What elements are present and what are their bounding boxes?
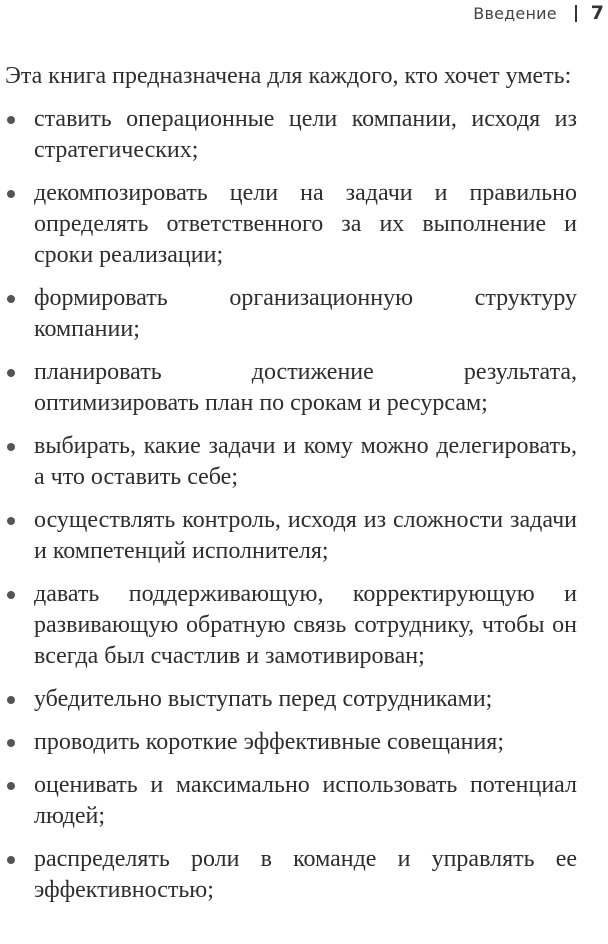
bullet-icon <box>7 190 15 198</box>
bullet-icon <box>7 517 15 525</box>
list-item-text: давать поддерживающую, корректирующую и развивающую обратную связь сотруднику, чтобы он всегда был счастлив и замотивирован; <box>34 581 577 669</box>
skills-list <box>5 104 577 906</box>
bullet-icon <box>7 739 15 747</box>
bullet-icon <box>7 782 15 790</box>
bullet-icon <box>7 856 15 864</box>
list-item-text: планировать достижение результата, оптимизировать план по срокам и ресурсам; <box>34 359 577 416</box>
bullet-icon <box>7 443 15 451</box>
list-item <box>5 727 577 758</box>
list-item <box>5 844 577 906</box>
list-item-text: формировать организационную структуру компании; <box>34 285 577 342</box>
list-item-text: оценивать и максимально использовать потенциал людей; <box>34 772 577 829</box>
list-item <box>5 283 577 345</box>
bullet-icon <box>7 295 15 303</box>
list-item-text: проводить короткие эффективные совещания; <box>34 729 505 755</box>
intro-paragraph: Эта книга предназначена для каждого, кто хочет уметь: <box>5 63 572 89</box>
header-divider <box>575 5 577 22</box>
list-item-text: распределять роли в команде и управлять ее эффективностью; <box>34 846 577 903</box>
list-item <box>5 178 577 271</box>
bullet-icon <box>7 591 15 599</box>
list-item <box>5 770 577 832</box>
list-item <box>5 505 577 567</box>
running-header <box>473 0 608 26</box>
list-item <box>5 104 577 166</box>
bullet-icon <box>7 369 15 377</box>
list-item-text: выбирать, какие задачи и кому можно делегировать, а что оставить себе; <box>34 433 577 490</box>
list-item-text: убедительно выступать перед сотрудниками; <box>34 686 493 712</box>
list-item-text: ставить операционные цели компании, исходя из стратегических; <box>34 106 577 163</box>
page-body <box>5 61 577 918</box>
list-item <box>5 431 577 493</box>
list-item-text: осуществлять контроль, исходя из сложности задачи и компетенций исполнителя; <box>34 507 577 564</box>
list-item-text: декомпозировать цели на задачи и правильно определять ответственного за их выполнение и сроки реализации; <box>34 180 577 268</box>
section-title: Введение <box>473 3 557 23</box>
bullet-icon <box>7 116 15 124</box>
list-item <box>5 579 577 672</box>
list-item <box>5 357 577 419</box>
list-item <box>5 684 577 715</box>
page-number: 7 <box>590 2 604 24</box>
bullet-icon <box>7 696 15 704</box>
